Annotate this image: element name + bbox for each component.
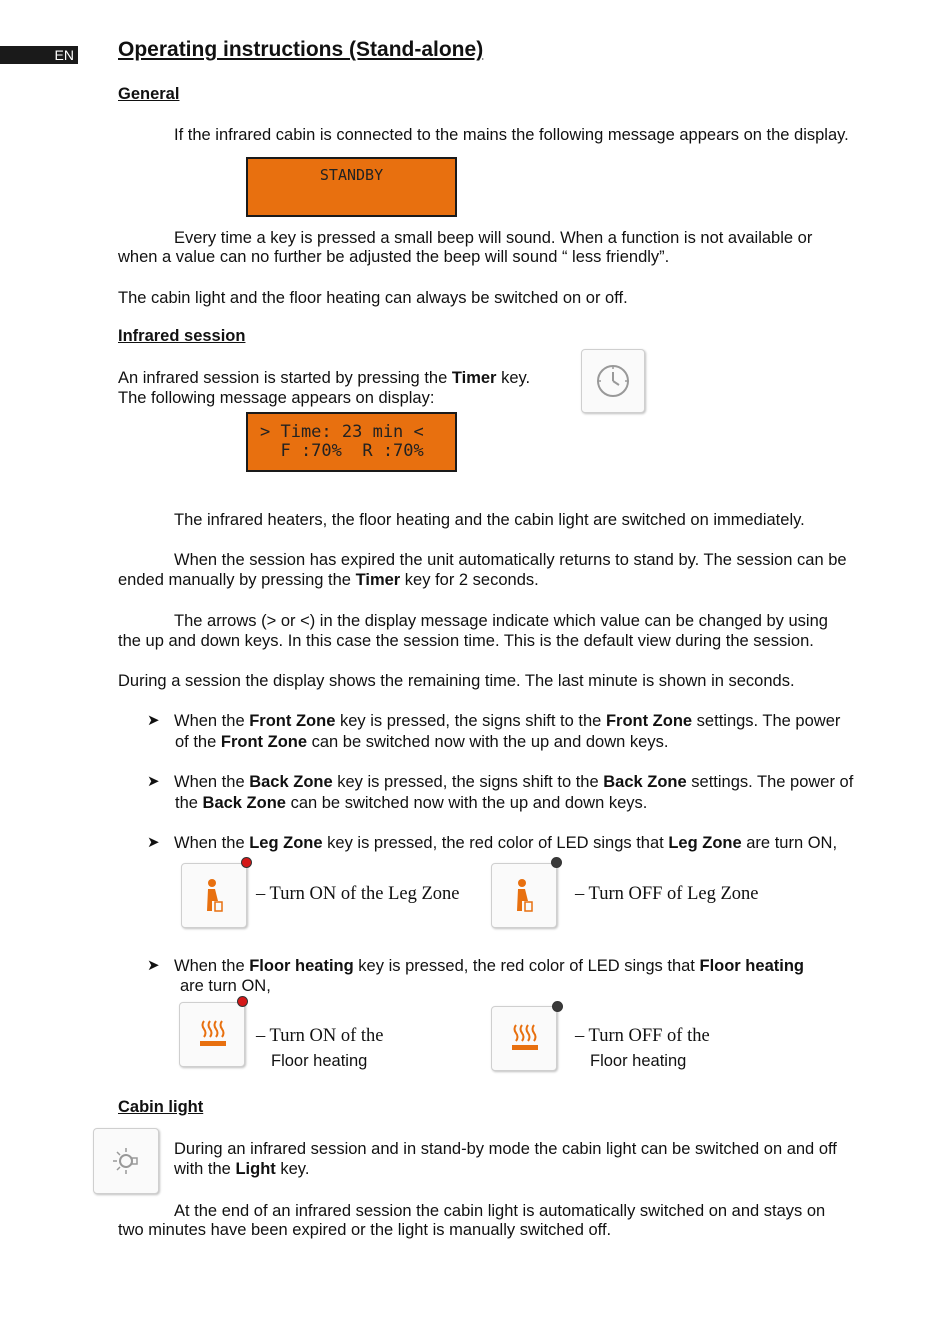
floor-heating-icon (180, 1003, 244, 1066)
front-zone-line-2: of the Front Zone can be switched now with the up and down keys. (175, 733, 669, 751)
page-title: Operating instructions (Stand-alone) (118, 38, 484, 61)
bullet-arrow-icon: ➤ (147, 957, 160, 974)
cabin-light-line-2: with the Light key. (174, 1160, 310, 1178)
general-intro: If the infrared cabin is connected to the mains the following message appears on the display. (174, 126, 849, 144)
cabin-light-heading: Cabin light (118, 1098, 204, 1116)
language-tab: EN (0, 46, 78, 64)
arrows-line-1: The arrows (> or <) in the display message indicate which value can be changed by using (174, 612, 828, 630)
seated-person-icon (182, 864, 246, 927)
heaters-on: The infrared heaters, the floor heating and the cabin light are switched on immediately. (174, 511, 805, 529)
display-line-1: > Time: 23 min < (260, 422, 424, 442)
leg-zone-on-label: – Turn ON of the Leg Zone (256, 884, 460, 904)
cabin-light-line-1: During an infrared session and in stand-by mode the cabin light can be switched on and off (174, 1140, 837, 1158)
infrared-heading: Infrared session (118, 327, 246, 345)
arrows-line-2: the up and down keys. In this case the session time. This is the default view during the session. (118, 632, 814, 650)
leg-zone-led-on (241, 857, 252, 868)
floor-heating-led-off (552, 1001, 563, 1012)
leg-zone-key-off[interactable] (491, 863, 557, 928)
floor-heating-off-label-2: Floor heating (590, 1052, 687, 1070)
clock-icon (582, 350, 644, 412)
floor-heating-off-label-1: – Turn OFF of the (575, 1026, 710, 1046)
bullet-arrow-icon: ➤ (147, 834, 160, 851)
floor-heating-on-label-2: Floor heating (271, 1052, 368, 1070)
standby-text: STANDBY (319, 166, 384, 184)
floor-heating-led-on (237, 996, 248, 1007)
floor-heating-key-off[interactable] (491, 1006, 557, 1071)
light-heat-note: The cabin light and the floor heating can always be switched on or off. (118, 289, 628, 307)
bullet-arrow-icon: ➤ (147, 712, 160, 729)
following-message: The following message appears on display: (118, 389, 435, 407)
bullet-arrow-icon: ➤ (147, 773, 160, 790)
cabin-light-end-1: At the end of an infrared session the cabin light is automatically switched on and stays on (174, 1202, 826, 1220)
session-start: An infrared session is started by pressing the Timer key. (118, 369, 531, 387)
beep-line-2: when a value can no further be adjusted the beep will sound “ less friendly”. (118, 248, 670, 266)
leg-zone-led-off (551, 857, 562, 868)
floor-heating-line-1: When the Floor heating key is pressed, the red color of LED sings that Floor heating (174, 957, 804, 975)
session-display (246, 412, 457, 472)
remaining-time: During a session the display shows the remaining time. The last minute is shown in seconds. (118, 672, 795, 690)
timer-key[interactable] (581, 349, 645, 413)
floor-heating-on-label-1: – Turn ON of the (256, 1026, 384, 1046)
leg-zone-off-label: – Turn OFF of Leg Zone (575, 884, 759, 904)
light-bulb-icon (94, 1129, 158, 1193)
expired-line-1: When the session has expired the unit automatically returns to stand by. The session can be (174, 551, 847, 569)
floor-heating-line-2: are turn ON, (180, 977, 271, 995)
beep-line-1: Every time a key is pressed a small beep will sound. When a function is not available or (174, 229, 813, 247)
standby-display (246, 157, 457, 217)
floor-heating-icon (492, 1007, 556, 1070)
cabin-light-end-2: two minutes have been expired or the light is manually switched off. (118, 1221, 612, 1239)
back-zone-line-1: When the Back Zone key is pressed, the signs shift to the Back Zone settings. The power of (174, 773, 854, 791)
display-line-2: F :70% R :70% (260, 441, 424, 461)
general-heading: General (118, 85, 180, 103)
front-zone-line-1: When the Front Zone key is pressed, the signs shift to the Front Zone settings. The power (174, 712, 841, 730)
light-key[interactable] (93, 1128, 159, 1194)
back-zone-line-2: the Back Zone can be switched now with the up and down keys. (175, 794, 648, 812)
floor-heating-key-on[interactable] (179, 1002, 245, 1067)
seated-person-icon (492, 864, 556, 927)
leg-zone-line: When the Leg Zone key is pressed, the red color of LED sings that Leg Zone are turn ON, (174, 834, 838, 852)
leg-zone-key-on[interactable] (181, 863, 247, 928)
expired-line-2: ended manually by pressing the Timer key for 2 seconds. (118, 571, 539, 589)
